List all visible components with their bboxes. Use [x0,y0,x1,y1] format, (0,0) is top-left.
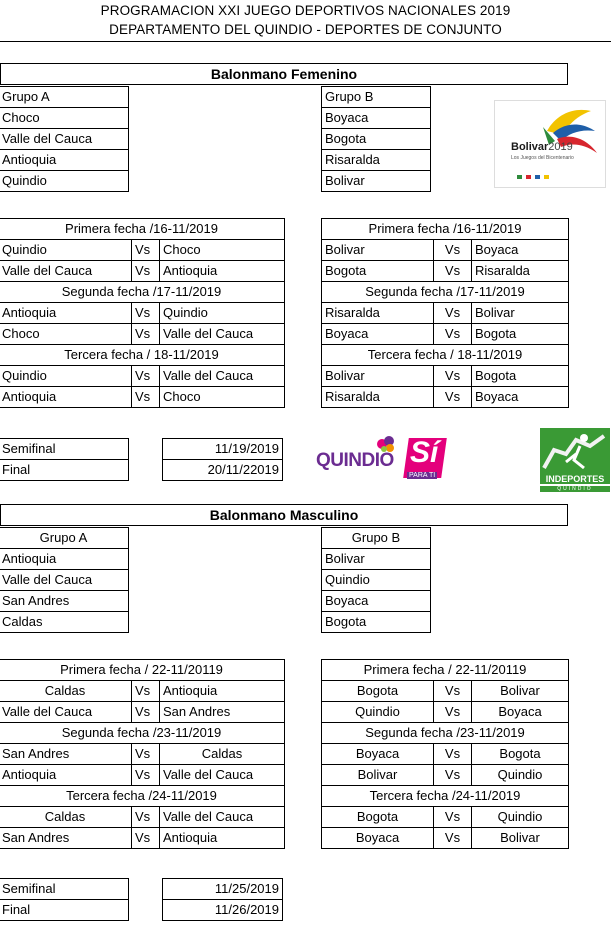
away-team: Boyaca [472,240,569,261]
vs-label: Vs [132,324,160,345]
away-team: Valle del Cauca [160,324,285,345]
fixtures-right-femenino [321,218,569,408]
section-banner-femenino: Balonmano Femenino [0,63,568,85]
vs-label: Vs [132,807,160,828]
team-cell: Boyaca [322,108,431,129]
match-row [322,261,569,282]
vs-label: Vs [132,744,160,765]
vs-label: Vs [132,702,160,723]
vs-label: Vs [434,681,472,702]
vs-label: Vs [434,324,472,345]
match-row [0,240,285,261]
home-team: San Andres [0,828,132,849]
away-team: Bolivar [472,303,569,324]
away-team: Choco [160,240,285,261]
vs-label: Vs [132,303,160,324]
vs-label: Vs [132,828,160,849]
runner-icon [540,428,610,476]
away-team: Valle del Cauca [160,807,285,828]
section-banner-masculino: Balonmano Masculino [0,504,568,526]
semifinal-label: Semifinal [0,439,129,460]
finals-dates-masculino [162,878,283,921]
indeportes-logo-name: INDEPORTES [540,474,610,484]
match-row [0,324,285,345]
vs-label: Vs [132,240,160,261]
vs-label: Vs [132,387,160,408]
document-subtitle: DEPARTAMENTO DEL QUINDIO - DEPORTES DE CONJUNTO [109,22,502,37]
round-label: Segunda fecha /23-11/2019 [0,723,285,744]
vs-label: Vs [434,828,472,849]
grupo-a-table-femenino [0,86,129,192]
away-team: Caldas [160,744,285,765]
semifinal-label: Semifinal [0,879,129,900]
round-label: Tercera fecha /24-11/2019 [322,786,569,807]
home-team: Bogota [322,261,434,282]
vs-label: Vs [434,807,472,828]
grupo-a-table-masculino [0,527,129,633]
home-team: Caldas [0,681,132,702]
match-row [322,681,569,702]
round-label: Segunda fecha /23-11/2019 [322,723,569,744]
indeportes-logo-sub: QUINDIO [540,486,610,492]
team-cell: Valle del Cauca [0,129,129,150]
home-team: Risaralda [322,387,434,408]
team-cell: Risaralda [322,150,431,171]
round-label: Tercera fecha / 18-11/2019 [322,345,569,366]
finals-dates-femenino [162,438,283,481]
quindio-si-logo [314,434,448,488]
header-rule [0,41,611,42]
away-team: Antioquia [160,681,285,702]
away-team: Quindio [160,303,285,324]
match-row [322,702,569,723]
away-team: Valle del Cauca [160,366,285,387]
home-team: Bogota [322,681,434,702]
team-cell: Valle del Cauca [0,570,129,591]
group-title: Grupo B [322,87,431,108]
vs-label: Vs [132,261,160,282]
away-team: Bogota [472,744,569,765]
match-row [0,261,285,282]
home-team: Bolivar [322,240,434,261]
fixtures-left-femenino [0,218,285,408]
semifinal-date: 11/25/2019 [163,879,283,900]
team-cell: Bogota [322,129,431,150]
bolivar-logo-tagline: Los Juegos del Bicentenario [511,155,574,161]
home-team: Quindio [0,240,132,261]
vs-label: Vs [434,387,472,408]
team-cell: Bolivar [322,171,431,192]
away-team: Antioquia [160,828,285,849]
grupo-b-table-masculino [321,527,431,633]
team-cell: Bogota [322,612,431,633]
bolivar-logo-year: 2019 [548,141,573,153]
team-cell: San Andres [0,591,129,612]
sponsor-marks [517,167,567,171]
group-title: Grupo B [322,528,431,549]
away-team: Antioquia [160,261,285,282]
home-team: Valle del Cauca [0,261,132,282]
home-team: Bolivar [322,366,434,387]
home-team: Antioquia [0,387,132,408]
vs-label: Vs [434,702,472,723]
round-label: Primera fecha / 22-11/20119 [0,660,285,681]
home-team: San Andres [0,744,132,765]
match-row [0,681,285,702]
quindio-logo-para-ti: PARA TI [409,472,436,479]
home-team: Boyaca [322,828,434,849]
finals-labels-femenino [0,438,129,481]
home-team: Boyaca [322,324,434,345]
team-cell: Quindio [322,570,431,591]
home-team: Caldas [0,807,132,828]
match-row [0,828,285,849]
quindio-logo-word: QUINDIO [316,450,394,471]
semifinal-date: 11/19/2019 [163,439,283,460]
home-team: Antioquia [0,303,132,324]
match-row [322,744,569,765]
match-row [322,807,569,828]
round-label: Primera fecha /16-11/2019 [322,219,569,240]
team-cell: Antioquia [0,150,129,171]
vs-label: Vs [434,303,472,324]
away-team: Boyaca [472,702,569,723]
match-row [0,765,285,786]
home-team: Boyaca [322,744,434,765]
vs-label: Vs [132,366,160,387]
vs-label: Vs [434,240,472,261]
match-row [0,387,285,408]
round-label: Primera fecha / 22-11/20119 [322,660,569,681]
match-row [322,366,569,387]
group-title: Grupo A [0,528,129,549]
home-team: Antioquia [0,765,132,786]
vs-label: Vs [132,681,160,702]
away-team: Risaralda [472,261,569,282]
match-row [0,366,285,387]
vs-label: Vs [434,765,472,786]
home-team: Quindio [322,702,434,723]
vs-label: Vs [434,744,472,765]
match-row [322,303,569,324]
round-label: Tercera fecha /24-11/2019 [0,786,285,807]
away-team: Choco [160,387,285,408]
away-team: Boyaca [472,387,569,408]
round-label: Primera fecha /16-11/2019 [0,219,285,240]
vs-label: Vs [434,261,472,282]
home-team: Bogota [322,807,434,828]
team-cell: Bolivar [322,549,431,570]
away-team: Bolivar [472,681,569,702]
away-team: Quindio [472,765,569,786]
round-label: Segunda fecha /17-11/2019 [0,282,285,303]
group-title: Grupo A [0,87,129,108]
away-team: Quindio [472,807,569,828]
final-date: 20/11/22019 [163,460,283,481]
final-date: 11/26/2019 [163,900,283,921]
match-row [0,303,285,324]
team-cell: Quindio [0,171,129,192]
team-cell: Choco [0,108,129,129]
vs-label: Vs [434,366,472,387]
final-label: Final [0,460,129,481]
home-team: Bolivar [322,765,434,786]
away-team: Bolivar [472,828,569,849]
away-team: Bogota [472,324,569,345]
home-team: Choco [0,324,132,345]
grupo-b-table-femenino [321,86,431,192]
bolivar-2019-logo [494,100,606,188]
match-row [322,387,569,408]
home-team: Risaralda [322,303,434,324]
round-label: Segunda fecha /17-11/2019 [322,282,569,303]
quindio-logo-si: Sí [410,436,439,469]
away-team: San Andres [160,702,285,723]
match-row [322,828,569,849]
away-team: Valle del Cauca [160,765,285,786]
fixtures-right-masculino [321,659,569,849]
team-cell: Antioquia [0,549,129,570]
indeportes-logo [540,428,610,496]
home-team: Valle del Cauca [0,702,132,723]
fixtures-left-masculino [0,659,285,849]
match-row [0,807,285,828]
team-cell: Boyaca [322,591,431,612]
match-row [0,744,285,765]
team-cell: Caldas [0,612,129,633]
round-label: Tercera fecha / 18-11/2019 [0,345,285,366]
match-row [322,324,569,345]
match-row [322,240,569,261]
vs-label: Vs [132,765,160,786]
home-team: Quindio [0,366,132,387]
document-title: PROGRAMACION XXI JUEGO DEPORTIVOS NACIONALES 2019 [100,3,511,18]
finals-labels-masculino [0,878,129,921]
match-row [322,765,569,786]
match-row [0,702,285,723]
bolivar-logo-name: Bolivar [511,141,549,153]
away-team: Bogota [472,366,569,387]
final-label: Final [0,900,129,921]
